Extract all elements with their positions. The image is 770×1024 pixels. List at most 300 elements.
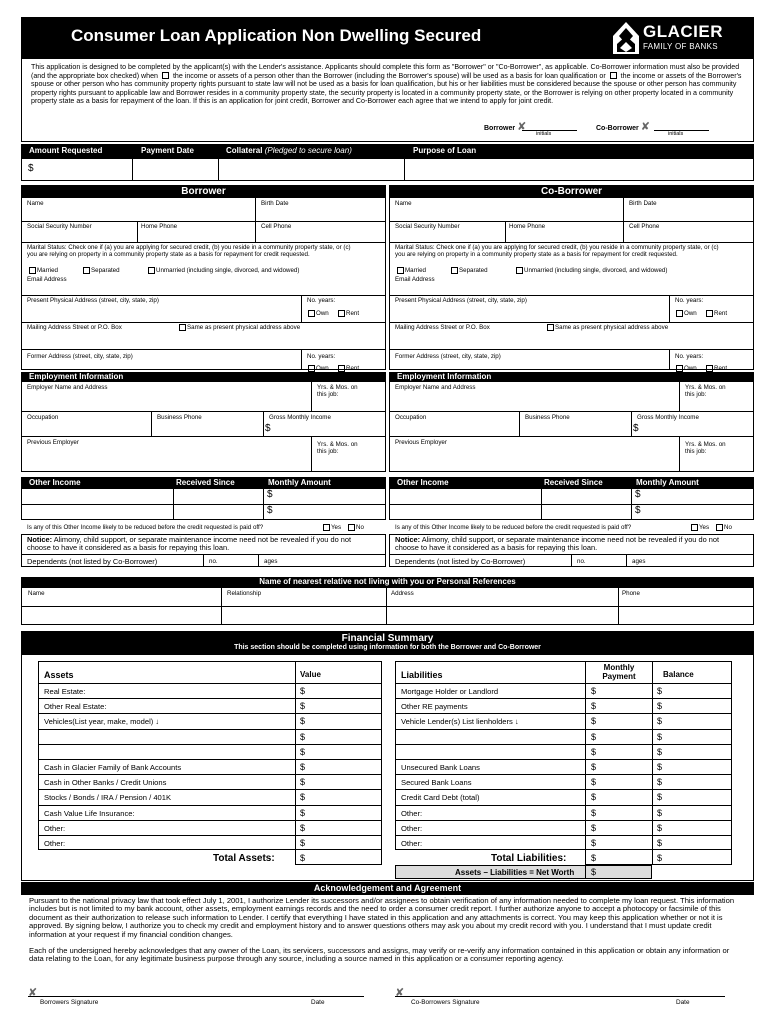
relative-name-label: Name bbox=[28, 590, 45, 597]
asset-value-dollar: $ bbox=[300, 838, 306, 848]
borrower-notice: Notice: Alimony, child support, or separate maintenance income need not be revealed if you do not choose to have it considered as a basis for repaying this loan. bbox=[27, 535, 352, 553]
borrower-signature-line[interactable] bbox=[28, 983, 364, 997]
relative-relationship-label: Relationship bbox=[227, 590, 262, 597]
value-heading: Value bbox=[300, 670, 321, 679]
coborrower-separated-checkbox[interactable] bbox=[451, 267, 458, 274]
liability-payment-dollar: $ bbox=[591, 686, 597, 696]
coborrower-title: Co-Borrower bbox=[389, 185, 754, 198]
borrower-monthly-amount-label: Monthly Amount bbox=[268, 478, 331, 487]
asset-value-dollar: $ bbox=[300, 762, 306, 772]
loan-fields bbox=[21, 158, 754, 181]
coborrower-monthly-amount-label: Monthly Amount bbox=[636, 478, 699, 487]
coborrower-home-phone-input[interactable] bbox=[505, 221, 623, 242]
brand-subtitle: FAMILY OF BANKS bbox=[643, 42, 718, 51]
borrower-occupation-label: Occupation bbox=[27, 414, 59, 421]
borrower-signature-label: Borrowers Signature bbox=[40, 999, 99, 1006]
borrower-birth-input[interactable] bbox=[255, 198, 386, 221]
borrower-same-address-label: Same as present physical address above bbox=[187, 324, 301, 331]
coborrower-employment-title: Employment Information bbox=[397, 372, 492, 381]
borrower-received-since-label: Received Since bbox=[176, 478, 235, 487]
coborrower-marital-text: Marital Status: Check one if (a) you are applying for secured credit, (b) you reside in a community property state, or (c) you are relying on property in a community property state as a basis for repayment for credit requested. bbox=[395, 244, 719, 258]
coborrower-dependents-ages-label: ages bbox=[632, 558, 646, 565]
coborrower-present-rent-label: Rent bbox=[714, 310, 728, 317]
coborrower-email-label: Email Address bbox=[395, 276, 435, 283]
coborrower-signature-label: Co-Borrowers Signature bbox=[411, 999, 480, 1006]
borrower-business-phone-label: Business Phone bbox=[157, 414, 202, 421]
total-assets-dollar: $ bbox=[300, 853, 306, 864]
liability-balance-input[interactable] bbox=[652, 789, 732, 804]
borrower-oi-amount-2[interactable] bbox=[263, 504, 386, 519]
total-assets-field[interactable] bbox=[295, 850, 382, 865]
liability-row-label: Secured Bank Loans bbox=[401, 778, 472, 788]
coborrower-dependents-ages-input[interactable] bbox=[626, 554, 754, 567]
borrower-name-label: Name bbox=[27, 200, 44, 207]
borrower-email-input[interactable] bbox=[21, 275, 386, 295]
borrower-occupation-input[interactable] bbox=[21, 411, 151, 436]
intro-p2: the income or assets of a person other than the Borrower (including the Borrower's spouse) will be used as a basis for loan qualification or bbox=[172, 71, 606, 80]
borrower-oi-no-checkbox[interactable] bbox=[348, 524, 355, 531]
asset-value-dollar: $ bbox=[300, 807, 306, 818]
coborrower-married-label: Married bbox=[405, 267, 426, 274]
relative-address-input[interactable] bbox=[386, 597, 618, 625]
borrower-home-phone-input[interactable] bbox=[137, 221, 255, 242]
balance-heading: Balance bbox=[663, 670, 694, 679]
acknowledgement-header bbox=[21, 882, 754, 895]
intro-p3: the income or assets of the Borrower's spouse or other person who has community property rights pursuant to state law will not be used as a basis for loan qualification, but his or her liabilities must be considered because the spouse or other person has community property rights pursuant to applicable law and Borrower resides in a community property state, the security property is located in a community property state, or the Borrower is relying on other property located in a community property state as a basis for repayment of the loan. If this is an application for joint credit, Borrower and Co-Borrower each agree that we intend to apply for joint credit. bbox=[31, 71, 742, 106]
coborrower-employer-input[interactable] bbox=[389, 382, 679, 411]
relative-phone-label: Phone bbox=[622, 590, 640, 597]
borrower-separated-label: Separated bbox=[91, 267, 120, 274]
coborrower-unmarried-checkbox[interactable] bbox=[516, 267, 523, 274]
borrower-email-label: Email Address bbox=[27, 276, 67, 283]
liability-balance-dollar: $ bbox=[657, 777, 663, 788]
coborrower-home-phone-label: Home Phone bbox=[509, 223, 546, 230]
coborrower-former-rent-checkbox[interactable] bbox=[706, 365, 713, 372]
coborrower-mailing-label: Mailing Address Street or P.O. Box bbox=[395, 324, 490, 331]
liability-balance-dollar: $ bbox=[657, 792, 663, 803]
coborrower-oi-yes-label: Yes bbox=[699, 524, 710, 531]
liability-balance-dollar: $ bbox=[657, 838, 663, 848]
borrower-oi-yes-checkbox[interactable] bbox=[323, 524, 330, 531]
liability-balance-input[interactable] bbox=[652, 805, 732, 820]
total-balance-dollar: $ bbox=[657, 853, 663, 864]
borrower-dependents-no-input[interactable] bbox=[203, 554, 258, 567]
liability-payment-dollar: $ bbox=[591, 807, 597, 818]
coborrower-other-income-title: Other Income bbox=[397, 478, 449, 487]
coborrower-present-own-checkbox[interactable] bbox=[676, 310, 683, 317]
borrower-oi-dollar-2: $ bbox=[267, 505, 273, 516]
coborrower-oi-since-2[interactable] bbox=[541, 504, 631, 519]
liability-payment-input[interactable] bbox=[585, 683, 652, 698]
relative-table bbox=[21, 587, 754, 625]
asset-row-label: Other: bbox=[44, 839, 66, 848]
asset-value-input[interactable] bbox=[295, 805, 382, 820]
coborrower-previous-employer-input[interactable] bbox=[389, 436, 679, 472]
total-liabilities-label: Total Liabilities: bbox=[491, 853, 567, 865]
relative-address-label: Address bbox=[391, 590, 414, 597]
borrower-ssn-label: Social Security Number bbox=[27, 223, 92, 230]
asset-value-dollar: $ bbox=[300, 822, 306, 833]
asset-value-input[interactable] bbox=[295, 774, 382, 789]
borrower-previous-employer-input[interactable] bbox=[21, 436, 311, 472]
asset-value-dollar: $ bbox=[300, 746, 306, 757]
liability-payment-input[interactable] bbox=[585, 835, 652, 850]
collateral-label: Collateral (Pledged to secure loan) bbox=[226, 146, 352, 155]
asset-value-input[interactable] bbox=[295, 835, 382, 850]
borrower-yrs-input[interactable] bbox=[311, 382, 386, 411]
coborrower-birth-input[interactable] bbox=[623, 198, 754, 221]
liability-row-label: Mortgage Holder or Landlord bbox=[401, 687, 499, 696]
borrower-present-rent-checkbox[interactable] bbox=[338, 310, 345, 317]
coborrower-oi-amount-2[interactable] bbox=[631, 504, 754, 519]
coborrower-present-address-input[interactable] bbox=[389, 295, 669, 322]
borrower-mailing-input[interactable] bbox=[21, 322, 386, 349]
coborrower-prev-yrs-input[interactable] bbox=[679, 436, 754, 472]
relative-name-input[interactable] bbox=[22, 597, 221, 625]
amount-requested-input[interactable] bbox=[22, 159, 132, 181]
liability-payment-input[interactable] bbox=[585, 805, 652, 820]
financial-subtitle: This section should be completed using information for both the Borrower and Co-Borrower bbox=[234, 644, 541, 651]
borrower-former-rent-checkbox[interactable] bbox=[338, 365, 345, 372]
coborrower-former-address-input[interactable] bbox=[389, 349, 669, 370]
coborrower-notice: Notice: Alimony, child support, or separate maintenance income need not be revealed if you do not choose to have it considered as a basis for repaying this loan. bbox=[395, 535, 720, 553]
asset-row-label: Stocks / Bonds / IRA / Pension / 401K bbox=[44, 793, 172, 803]
liability-payment-dollar: $ bbox=[591, 746, 597, 757]
borrower-dependents-ages-input[interactable] bbox=[258, 554, 386, 567]
payment-date-label: Payment Date bbox=[141, 146, 194, 155]
borrower-oi-since-2[interactable] bbox=[173, 504, 263, 519]
borrower-oi-source-2[interactable] bbox=[21, 504, 173, 519]
borrower-oi-dollar-1: $ bbox=[267, 489, 273, 500]
liability-row-label: Unsecured Bank Loans bbox=[401, 763, 480, 772]
monthly-payment-heading: Monthly Payment bbox=[602, 663, 636, 681]
coborrower-cell-phone-input[interactable] bbox=[623, 221, 754, 242]
borrower-initials[interactable] bbox=[484, 120, 552, 137]
page-header bbox=[21, 17, 754, 59]
asset-row-label: Vehicles(List year, make, model) ↓ bbox=[44, 717, 160, 727]
coborrower-oi-yes-checkbox[interactable] bbox=[691, 524, 698, 531]
liability-balance-input[interactable] bbox=[652, 820, 732, 835]
coborrower-former-own-checkbox[interactable] bbox=[676, 365, 683, 372]
coborrower-initials-label: Co-Borrower bbox=[596, 125, 639, 132]
coborrower-oi-dollar-1: $ bbox=[635, 489, 641, 500]
borrower-oi-source-1[interactable] bbox=[21, 489, 173, 504]
asset-value-dollar: $ bbox=[300, 686, 306, 696]
borrower-employer-input[interactable] bbox=[21, 382, 311, 411]
coborrower-unmarried-label: Unmarried (including single, divorced, and widowed) bbox=[524, 267, 668, 274]
payment-date-input[interactable] bbox=[132, 159, 218, 181]
asset-value-input[interactable] bbox=[295, 729, 382, 744]
liability-payment-input[interactable] bbox=[585, 713, 652, 728]
liability-balance-input[interactable] bbox=[652, 774, 732, 789]
borrower-home-phone-label: Home Phone bbox=[141, 223, 178, 230]
liability-payment-dollar: $ bbox=[591, 777, 597, 788]
sign-x-icon: ✘ bbox=[395, 987, 405, 999]
asset-value-dollar: $ bbox=[300, 792, 306, 803]
coborrower-dependents-no-input[interactable] bbox=[571, 554, 626, 567]
financial-summary-header bbox=[21, 631, 754, 655]
coborrower-employer-label: Employer Name and Address bbox=[395, 384, 476, 391]
coborrower-present-own-label: Own bbox=[684, 310, 697, 317]
page-title: Consumer Loan Application Non Dwelling Secured bbox=[71, 26, 482, 45]
coborrower-birth-label: Birth Date bbox=[629, 200, 657, 207]
borrower-unmarried-checkbox[interactable] bbox=[148, 267, 155, 274]
coborrower-checkbox-1[interactable] bbox=[162, 72, 169, 79]
borrower-unmarried-label: Unmarried (including single, divorced, and widowed) bbox=[156, 267, 300, 274]
liability-balance-dollar: $ bbox=[657, 822, 663, 833]
brand-name: GLACIER bbox=[643, 22, 723, 41]
liability-row-label: Vehicle Lender(s) List lienholders ↓ bbox=[401, 717, 519, 727]
borrower-previous-employer-label: Previous Employer bbox=[27, 439, 79, 446]
coborrower-gross-income-label: Gross Monthly Income bbox=[637, 414, 699, 421]
coborrower-married-checkbox[interactable] bbox=[397, 267, 404, 274]
asset-value-dollar: $ bbox=[300, 716, 306, 727]
borrower-former-rent-label: Rent bbox=[346, 365, 360, 372]
borrower-business-phone-input[interactable] bbox=[151, 411, 263, 436]
coborrower-present-address-label: Present Physical Address (street, city, state, zip) bbox=[395, 297, 527, 304]
asset-value-dollar: $ bbox=[300, 701, 306, 712]
asset-row-label: Cash Value Life Insurance: bbox=[44, 808, 135, 818]
coborrower-date-label: Date bbox=[676, 999, 690, 1006]
coborrower-present-years-label: No. years: bbox=[675, 297, 704, 304]
coborrower-present-rent-checkbox[interactable] bbox=[706, 310, 713, 317]
asset-value-dollar: $ bbox=[300, 731, 306, 742]
coborrower-oi-since-1[interactable] bbox=[541, 489, 631, 504]
coborrower-gross-income-input[interactable] bbox=[631, 411, 754, 436]
liability-payment-input[interactable] bbox=[585, 774, 652, 789]
liability-row-label: Other: bbox=[401, 839, 423, 848]
borrower-gross-income-input[interactable] bbox=[263, 411, 386, 436]
asset-value-input[interactable] bbox=[295, 820, 382, 835]
liability-balance-input[interactable] bbox=[652, 683, 732, 698]
borrower-birth-label: Birth Date bbox=[261, 200, 289, 207]
borrower-present-rent-label: Rent bbox=[346, 310, 360, 317]
liability-row-label: Other: bbox=[401, 808, 423, 818]
sign-x-icon: ✘ bbox=[640, 121, 650, 133]
borrower-former-address-label: Former Address (street, city, state, zip) bbox=[27, 353, 133, 360]
borrower-gross-dollar: $ bbox=[265, 423, 271, 434]
asset-row-label: Other Real Estate: bbox=[44, 702, 107, 712]
coborrower-cell-phone-label: Cell Phone bbox=[629, 223, 660, 230]
coborrower-gross-dollar: $ bbox=[633, 423, 639, 434]
amount-dollar: $ bbox=[28, 163, 34, 174]
liabilities-heading: Liabilities bbox=[401, 670, 443, 680]
purpose-input[interactable] bbox=[404, 159, 754, 181]
coborrower-initials[interactable] bbox=[596, 120, 684, 137]
liability-payment-dollar: $ bbox=[591, 701, 597, 712]
coborrower-separated-label: Separated bbox=[459, 267, 488, 274]
collateral-input[interactable] bbox=[218, 159, 404, 181]
coborrower-occupation-label: Occupation bbox=[395, 414, 427, 421]
borrower-title: Borrower bbox=[21, 185, 386, 198]
purpose-label: Purpose of Loan bbox=[413, 146, 477, 155]
liability-payment-input[interactable] bbox=[585, 698, 652, 713]
borrower-name-input[interactable] bbox=[21, 198, 255, 221]
borrower-gross-income-label: Gross Monthly Income bbox=[269, 414, 331, 421]
net-worth-dollar: $ bbox=[591, 867, 597, 878]
asset-value-input[interactable] bbox=[295, 713, 382, 728]
coborrower-name-label: Name bbox=[395, 200, 412, 207]
total-payment-dollar: $ bbox=[591, 853, 597, 864]
coborrower-occupation-input[interactable] bbox=[389, 411, 519, 436]
liability-balance-input[interactable] bbox=[652, 835, 732, 850]
borrower-present-address-label: Present Physical Address (street, city, state, zip) bbox=[27, 297, 159, 304]
ack-paragraph-1: Pursuant to the national privacy law that took effect July 1, 2001, I authorize Lender its successors and/or assignees to obtain verification of any information needed to complete my loan request. This information includes but is not limited to my bank account, other assets, employment earnings records and the need to order a consumer credit report. I further authorize anyone to accept a photocopy or facsimile of this document as their authorization to release such information to Lender. I certify that everything I have stated in this application and any attachments is correct. You may keep this application whether or not it is approved. By signing below, I authorize you to check my credit and employment history and to answer questions others may ask you about my credit record with you. I understand that I must update credit information at your request if my financial condition changes. bbox=[29, 896, 735, 939]
borrower-present-address-input[interactable] bbox=[21, 295, 301, 322]
total-assets-label: Total Assets: bbox=[213, 853, 275, 865]
coborrower-business-phone-label: Business Phone bbox=[525, 414, 570, 421]
liability-balance-dollar: $ bbox=[657, 746, 663, 757]
borrower-yrs-label: Yrs. & Mos. on this job: bbox=[317, 384, 358, 398]
liability-row-label: Other: bbox=[401, 823, 423, 833]
liability-payment-input[interactable] bbox=[585, 744, 652, 759]
asset-value-input[interactable] bbox=[295, 683, 382, 698]
liability-payment-dollar: $ bbox=[591, 762, 597, 772]
borrower-cell-phone-label: Cell Phone bbox=[261, 223, 292, 230]
coborrower-yrs-input[interactable] bbox=[679, 382, 754, 411]
borrower-former-own-label: Own bbox=[316, 365, 329, 372]
net-worth-label: Assets – Liabilities = Net Worth bbox=[455, 868, 575, 878]
borrower-ssn-input[interactable] bbox=[21, 221, 137, 242]
borrower-other-income-title: Other Income bbox=[29, 478, 81, 487]
liability-balance-input[interactable] bbox=[652, 698, 732, 713]
liability-balance-input[interactable] bbox=[652, 729, 732, 744]
borrower-present-years-label: No. years: bbox=[307, 297, 336, 304]
relative-title: Name of nearest relative not living with you or Personal References bbox=[259, 577, 516, 586]
borrower-cell-phone-input[interactable] bbox=[255, 221, 386, 242]
asset-value-input[interactable] bbox=[295, 744, 382, 759]
liability-balance-dollar: $ bbox=[657, 762, 663, 772]
ack-title: Acknowledgement and Agreement bbox=[313, 883, 462, 893]
borrower-married-checkbox[interactable] bbox=[29, 267, 36, 274]
liability-balance-input[interactable] bbox=[652, 759, 732, 774]
borrower-former-years-label: No. years: bbox=[307, 353, 336, 360]
borrower-date-label: Date bbox=[311, 999, 325, 1006]
borrower-former-address-input[interactable] bbox=[21, 349, 301, 370]
borrower-oi-since-1[interactable] bbox=[173, 489, 263, 504]
coborrower-oi-source-2[interactable] bbox=[389, 504, 541, 519]
liability-balance-dollar: $ bbox=[657, 686, 663, 696]
liability-payment-dollar: $ bbox=[591, 716, 597, 727]
liability-payment-dollar: $ bbox=[591, 838, 597, 848]
borrower-panel bbox=[21, 185, 386, 575]
coborrower-oi-dollar-2: $ bbox=[635, 505, 641, 516]
borrower-separated-checkbox[interactable] bbox=[83, 267, 90, 274]
coborrower-name-input[interactable] bbox=[389, 198, 623, 221]
borrower-employment-title: Employment Information bbox=[29, 372, 124, 381]
asset-value-input[interactable] bbox=[295, 759, 382, 774]
coborrower-former-years-label: No. years: bbox=[675, 353, 704, 360]
borrower-oi-yes-label: Yes bbox=[331, 524, 342, 531]
coborrower-yrs-label: Yrs. & Mos. on this job: bbox=[685, 384, 726, 398]
liability-payment-dollar: $ bbox=[591, 822, 597, 833]
asset-row-label: Cash in Other Banks / Credit Unions bbox=[44, 778, 167, 788]
borrower-employer-label: Employer Name and Address bbox=[27, 384, 108, 391]
liability-payment-input[interactable] bbox=[585, 729, 652, 744]
liability-payment-dollar: $ bbox=[591, 731, 597, 742]
borrower-former-own-checkbox[interactable] bbox=[308, 365, 315, 372]
relative-header bbox=[21, 577, 754, 587]
coborrower-oi-question: Is any of this Other Income likely to be reduced before the credit requested is paid off? bbox=[395, 524, 632, 531]
coborrower-prev-yrs-label: Yrs. & Mos. on this job: bbox=[685, 441, 726, 455]
borrower-dependents-ages-label: ages bbox=[264, 558, 278, 565]
asset-row-label: Real Estate: bbox=[44, 687, 86, 696]
asset-row-label: Cash in Glacier Family of Bank Accounts bbox=[44, 763, 182, 772]
borrower-dependents-label: Dependents (not listed by Co-Borrower) bbox=[27, 557, 158, 566]
liability-payment-input[interactable] bbox=[585, 759, 652, 774]
liability-balance-dollar: $ bbox=[657, 701, 663, 712]
relative-phone-input[interactable] bbox=[618, 597, 754, 625]
liability-payment-input[interactable] bbox=[585, 820, 652, 835]
liability-balance-dollar: $ bbox=[657, 716, 663, 727]
asset-row-label: Other: bbox=[44, 823, 66, 833]
liability-balance-input[interactable] bbox=[652, 744, 732, 759]
coborrower-dependents-no-label: no. bbox=[577, 558, 586, 565]
coborrower-email-input[interactable] bbox=[389, 275, 754, 295]
loan-header-bar bbox=[21, 144, 754, 158]
borrower-present-own-checkbox[interactable] bbox=[308, 310, 315, 317]
asset-value-dollar: $ bbox=[300, 777, 306, 788]
relative-relationship-input[interactable] bbox=[221, 597, 386, 625]
borrower-oi-no-label: No bbox=[356, 524, 364, 531]
amount-requested-label: Amount Requested bbox=[29, 146, 103, 155]
acknowledgement-text bbox=[21, 897, 754, 964]
initials-caption: initials bbox=[668, 131, 684, 137]
borrower-oi-question: Is any of this Other Income likely to be reduced before the credit requested is paid off? bbox=[27, 524, 264, 531]
borrower-prev-yrs-input[interactable] bbox=[311, 436, 386, 472]
borrower-present-own-label: Own bbox=[316, 310, 329, 317]
liability-payment-input[interactable] bbox=[585, 789, 652, 804]
liability-balance-input[interactable] bbox=[652, 713, 732, 728]
borrower-oi-amount-1[interactable] bbox=[263, 489, 386, 504]
coborrower-former-rent-label: Rent bbox=[714, 365, 728, 372]
coborrower-oi-no-checkbox[interactable] bbox=[716, 524, 723, 531]
borrower-marital-text: Marital Status: Check one if (a) you are applying for secured credit, (b) you reside in a community property state, or (c) you are relying on property in a community property state as a basis for repayment for credit requested. bbox=[27, 244, 351, 258]
coborrower-signature-line[interactable] bbox=[395, 983, 725, 997]
coborrower-former-address-label: Former Address (street, city, state, zip) bbox=[395, 353, 501, 360]
liability-row-label: Other RE payments bbox=[401, 702, 468, 712]
liability-balance-dollar: $ bbox=[657, 807, 663, 818]
coborrower-business-phone-input[interactable] bbox=[519, 411, 631, 436]
borrower-initials-label: Borrower bbox=[484, 125, 516, 132]
coborrower-ssn-label: Social Security Number bbox=[395, 223, 460, 230]
liability-balance-dollar: $ bbox=[657, 731, 663, 742]
asset-value-input[interactable] bbox=[295, 698, 382, 713]
coborrower-checkbox-2[interactable] bbox=[610, 72, 617, 79]
financial-title: Financial Summary bbox=[341, 633, 434, 644]
borrower-mailing-label: Mailing Address Street or P.O. Box bbox=[27, 324, 122, 331]
assets-heading: Assets bbox=[44, 670, 74, 680]
borrower-married-label: Married bbox=[37, 267, 58, 274]
coborrower-oi-source-1[interactable] bbox=[389, 489, 541, 504]
sign-x-icon: ✘ bbox=[517, 121, 527, 133]
sign-x-icon: ✘ bbox=[28, 987, 38, 999]
coborrower-oi-amount-1[interactable] bbox=[631, 489, 754, 504]
liability-row-label: Credit Card Debt (total) bbox=[401, 793, 480, 803]
glacier-logo bbox=[613, 21, 753, 55]
coborrower-mailing-input[interactable] bbox=[389, 322, 754, 349]
coborrower-dependents-label: Dependents (not listed by Co-Borrower) bbox=[395, 557, 526, 566]
asset-value-input[interactable] bbox=[295, 789, 382, 804]
glacier-mountain-icon bbox=[613, 22, 639, 54]
ack-paragraph-2: Each of the undersigned hereby acknowledges that any owner of the Loan, its servicers, successors and assigns, may verify or re-verify any information contained in this application or obtain any information or data relating to the Loan, for any legitimate business purpose through any source, including a source named in this application or a consumer reporting agency. bbox=[29, 946, 730, 964]
coborrower-ssn-input[interactable] bbox=[389, 221, 505, 242]
coborrower-former-own-label: Own bbox=[684, 365, 697, 372]
borrower-prev-yrs-label: Yrs. & Mos. on this job: bbox=[317, 441, 358, 455]
borrower-dependents-no-label: no. bbox=[209, 558, 218, 565]
intro-p1: This application is designed to be completed by the applicant(s) with the Lender's assistance. Applicants should complete this form as "Borrower" or "Co-Borrower", as applicable. Co-Borrower information must also be provided (and the appropriate box checked) when bbox=[31, 63, 740, 80]
coborrower-received-since-label: Received Since bbox=[544, 478, 603, 487]
